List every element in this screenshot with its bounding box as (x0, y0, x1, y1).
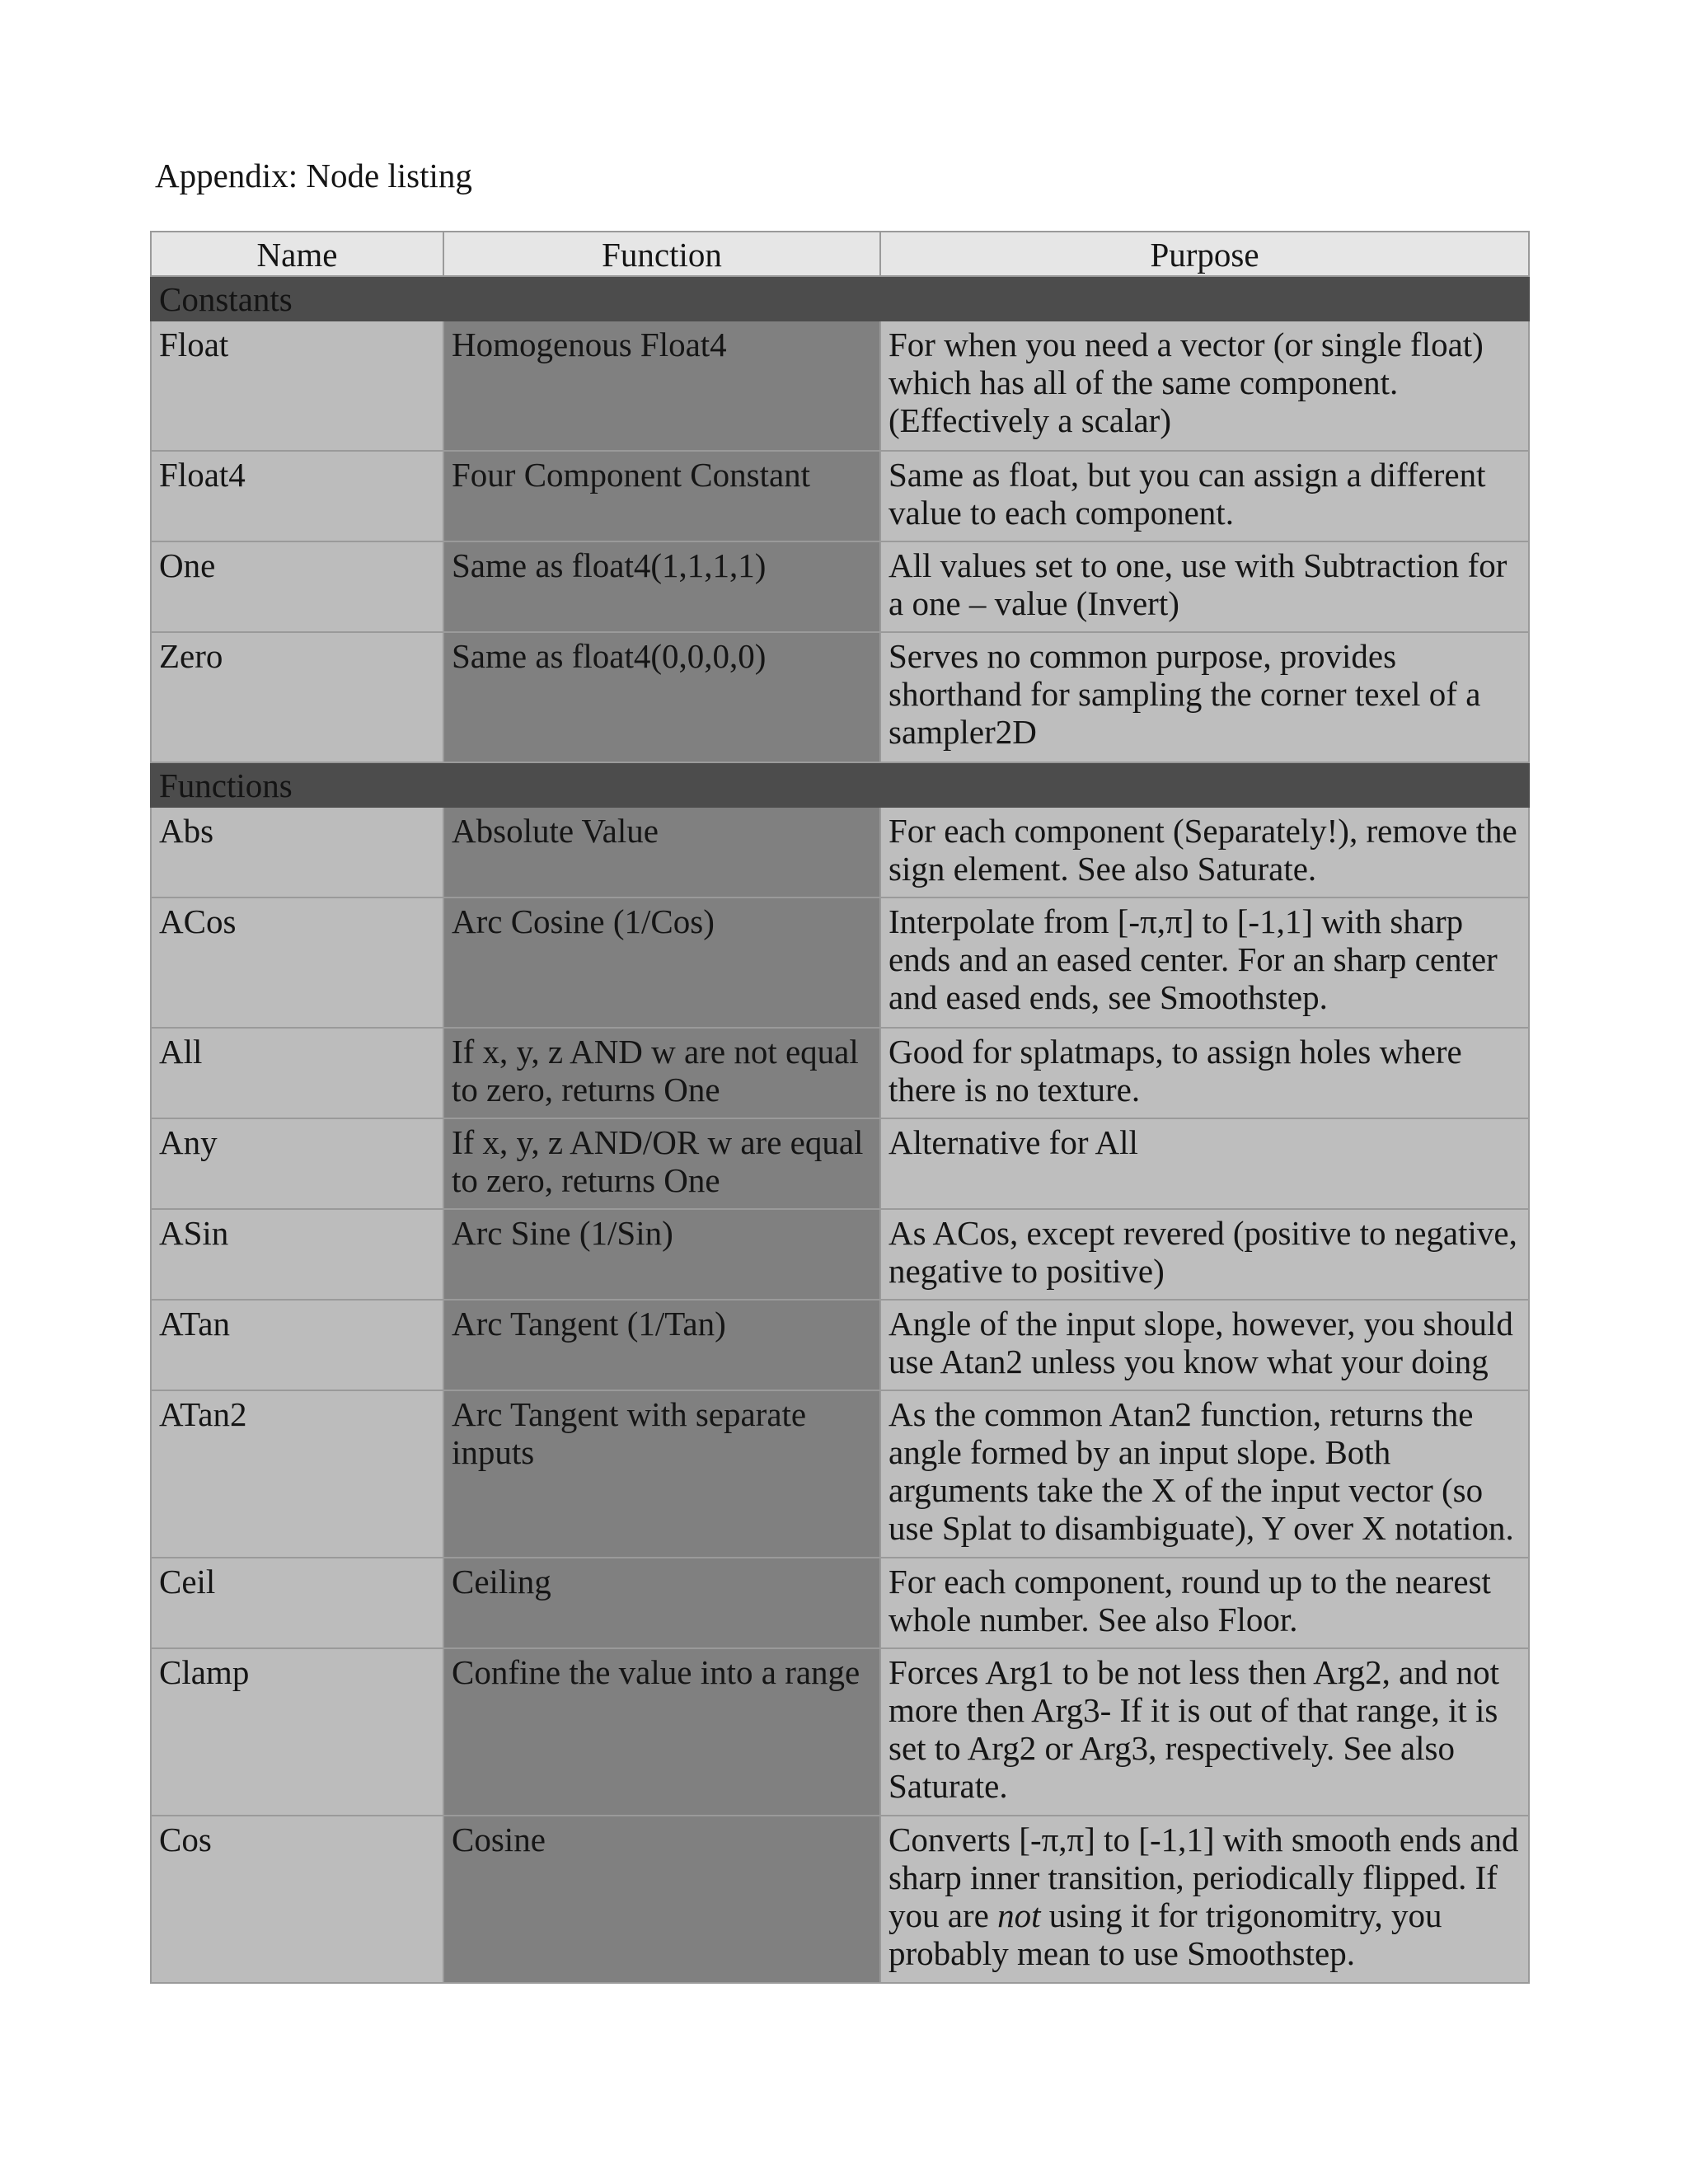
section-title: Constants (151, 276, 1529, 321)
cell-purpose: Same as float, but you can assign a different value to each component. (880, 451, 1529, 541)
cell-function: Confine the value into a range (443, 1648, 880, 1816)
table-row (151, 898, 1529, 1028)
table-row (151, 451, 1529, 541)
cell-name: All (151, 1028, 443, 1118)
cell-function: Absolute Value (443, 807, 880, 898)
table-row (151, 1558, 1529, 1648)
table-row (151, 1300, 1529, 1390)
cell-purpose: Serves no common purpose, provides shorthand for sampling the corner texel of a sampler2D (880, 632, 1529, 762)
cell-function: Cosine (443, 1816, 880, 1983)
cell-function: If x, y, z AND/OR w are equal to zero, returns One (443, 1118, 880, 1209)
cell-function: Same as float4(0,0,0,0) (443, 632, 880, 762)
cell-name: Clamp (151, 1648, 443, 1816)
cell-name: ASin (151, 1209, 443, 1300)
table-row (151, 807, 1529, 898)
cell-purpose: All values set to one, use with Subtraction for a one – value (Invert) (880, 541, 1529, 632)
cell-function: Arc Tangent with separate inputs (443, 1390, 880, 1558)
cell-purpose: Forces Arg1 to be not less then Arg2, and not more then Arg3- If it is out of that range, it is set to Arg2 or Arg3, respectively. See also Saturate. (880, 1648, 1529, 1816)
cell-function: Arc Tangent (1/Tan) (443, 1300, 880, 1390)
cell-purpose: For when you need a vector (or single float) which has all of the same component. (Effectively a scalar) (880, 321, 1529, 451)
table-row (151, 321, 1529, 451)
section-title: Functions (151, 762, 1529, 807)
cell-purpose: As ACos, except revered (positive to negative, negative to positive) (880, 1209, 1529, 1300)
cell-function: If x, y, z AND w are not equal to zero, returns One (443, 1028, 880, 1118)
page-heading: Appendix: Node listing (155, 157, 472, 194)
purpose-text-emphasis: not (997, 1896, 1041, 1934)
cell-name: ATan (151, 1300, 443, 1390)
column-header-function: Function (443, 232, 880, 276)
cell-function: Ceiling (443, 1558, 880, 1648)
section-row-functions (151, 762, 1529, 807)
table-header-row (151, 232, 1529, 276)
cell-purpose: For each component, round up to the nearest whole number. See also Floor. (880, 1558, 1529, 1648)
cell-purpose: Alternative for All (880, 1118, 1529, 1209)
column-header-name: Name (151, 232, 443, 276)
cell-name: Cos (151, 1816, 443, 1983)
cell-function: Homogenous Float4 (443, 321, 880, 451)
table-row (151, 1118, 1529, 1209)
node-listing-table (150, 231, 1530, 1984)
cell-name: One (151, 541, 443, 632)
cell-name: ATan2 (151, 1390, 443, 1558)
cell-function: Same as float4(1,1,1,1) (443, 541, 880, 632)
column-header-purpose: Purpose (880, 232, 1529, 276)
cell-purpose: As the common Atan2 function, returns the angle formed by an input slope. Both arguments take the X of the input vector (so use Splat to disambiguate), Y over X notation. (880, 1390, 1529, 1558)
cell-purpose: Angle of the input slope, however, you should use Atan2 unless you know what your doing (880, 1300, 1529, 1390)
cell-name: Float (151, 321, 443, 451)
table-row (151, 541, 1529, 632)
table-row (151, 1390, 1529, 1558)
cell-name: Float4 (151, 451, 443, 541)
cell-purpose: Good for splatmaps, to assign holes where there is no texture. (880, 1028, 1529, 1118)
section-row-constants (151, 276, 1529, 321)
table-row (151, 632, 1529, 762)
table-row (151, 1209, 1529, 1300)
purpose-text-part: Converts [-π,π] to [-1,1] with smooth ends and sharp inner transition, periodically flipped. If you are (889, 1821, 1519, 1934)
cell-purpose (880, 1816, 1529, 1983)
cell-name: Zero (151, 632, 443, 762)
cell-name: ACos (151, 898, 443, 1028)
cell-purpose: Interpolate from [-π,π] to [-1,1] with sharp ends and an eased center. For an sharp center and eased ends, see Smoothstep. (880, 898, 1529, 1028)
cell-name: Any (151, 1118, 443, 1209)
table-row (151, 1648, 1529, 1816)
cell-name: Ceil (151, 1558, 443, 1648)
table-row (151, 1816, 1529, 1983)
cell-name: Abs (151, 807, 443, 898)
cell-function: Arc Cosine (1/Cos) (443, 898, 880, 1028)
table-row (151, 1028, 1529, 1118)
cell-function: Arc Sine (1/Sin) (443, 1209, 880, 1300)
cell-function: Four Component Constant (443, 451, 880, 541)
purpose-text-part: using it for trigonomitry, you probably mean to use Smoothstep. (889, 1896, 1442, 1972)
cell-purpose: For each component (Separately!), remove the sign element. See also Saturate. (880, 807, 1529, 898)
